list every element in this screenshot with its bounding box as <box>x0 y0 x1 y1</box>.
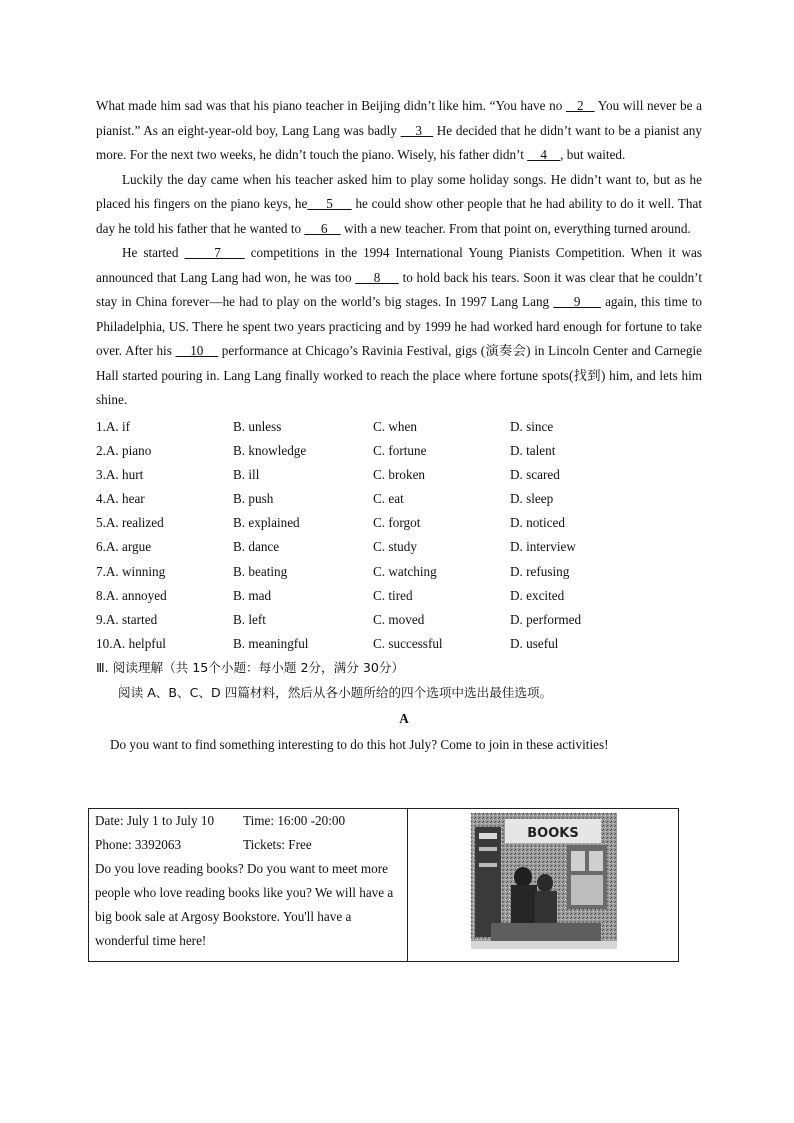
text-run: He started <box>122 245 185 260</box>
option-b: B. explained <box>233 515 300 531</box>
option-b: B. beating <box>233 563 288 579</box>
option-row-1 <box>96 415 702 439</box>
option-d: D. scared <box>510 466 560 482</box>
blank-5: 5 <box>307 196 352 211</box>
option-row-5 <box>96 511 702 535</box>
option-d: D. performed <box>510 612 582 627</box>
option-row-4 <box>96 487 702 511</box>
option-row-7 <box>96 560 702 584</box>
option-a: 7.A. winning <box>96 563 166 579</box>
option-b: B. left <box>233 612 266 627</box>
text-run: What made him sad was that his piano teacher in Beijing didn’t like him. “You have no <box>96 98 566 113</box>
option-b: B. dance <box>233 539 280 555</box>
option-row-6 <box>96 535 702 559</box>
blank-10: 10 <box>175 343 219 358</box>
option-a: 4.A. hear <box>96 491 145 507</box>
option-a: 8.A. annoyed <box>96 587 167 603</box>
option-b: B. ill <box>233 466 260 482</box>
option-a: 6.A. argue <box>96 539 152 555</box>
text-run: You will never be a pianist.” As an eight-year-old boy, Lang Lang was badly <box>96 98 702 138</box>
text-run: He decided that he didn’t want to be a pianist any more. For the next two weeks, he didn’t touch the piano. Wisely, his father didn’t <box>96 122 702 162</box>
activity-time: Time: 16:00 -20:00 <box>243 813 346 828</box>
option-b: B. push <box>233 491 274 507</box>
phone-tickets-line <box>95 833 401 857</box>
option-d: D. useful <box>510 636 559 652</box>
option-a: 2.A. piano <box>96 442 152 458</box>
blank-4: 4 <box>527 147 561 162</box>
activity-phone: Phone: 3392063 <box>95 837 182 852</box>
photo-sign-text: BOOKS <box>527 826 579 841</box>
option-a: 1.A. if <box>96 418 131 434</box>
text-run: , but waited. <box>560 147 626 162</box>
option-c: C. when <box>373 418 417 434</box>
blank-9: 9 <box>553 294 601 309</box>
option-b: B. meaningful <box>233 636 309 652</box>
option-c: C. broken <box>373 466 426 482</box>
option-c: C. successful <box>373 636 443 652</box>
option-d: D. sleep <box>510 491 554 507</box>
blank-7: 7 <box>184 245 245 260</box>
activity-description: Do you love reading books? Do you want to meet more people who love reading books like you? We will have a big book sale at Argosy Bookstore. You'll have a wonderful time here! <box>95 861 394 948</box>
option-row-8 <box>96 584 702 608</box>
passage-label: A <box>399 711 409 727</box>
activity-date: Date: July 1 to July 10 <box>95 813 215 828</box>
option-a: 10.A. helpful <box>96 636 166 652</box>
text-run: with a new teacher. From that point on, everything turned around. <box>340 220 691 236</box>
option-d: D. excited <box>510 587 565 603</box>
passage-intro: Do you want to find something interesting to do this hot July? Come to join in these activities! <box>110 737 609 753</box>
option-a: 9.A. started <box>96 612 158 627</box>
activity-table <box>88 808 679 962</box>
cloze-paragraph-2 <box>96 168 702 242</box>
option-c: C. tired <box>373 587 413 603</box>
option-d: D. since <box>510 418 554 434</box>
option-a: 5.A. realized <box>96 515 164 531</box>
option-c: C. study <box>373 539 417 555</box>
activity-details <box>89 809 408 961</box>
option-d: D. refusing <box>510 563 570 579</box>
option-row-9 <box>96 608 702 632</box>
option-c: C. watching <box>373 563 437 579</box>
option-d: D. noticed <box>510 515 565 531</box>
cloze-paragraph-1 <box>96 94 702 168</box>
option-b: B. knowledge <box>233 442 307 458</box>
option-d: D. interview <box>510 539 576 555</box>
text-run: performance at Chicago’s Ravinia Festival, gigs (演奏会) in Lincoln Center and Carnegie Hall started pouring in. Lang Lang finally worked to reach the place where fortune spots(找到) him, and lets him shine. <box>96 343 702 407</box>
option-c: C. forgot <box>373 515 421 531</box>
option-a: 3.A. hurt <box>96 466 144 482</box>
text-run: he could show other people that he had ability to do it well. That day he told his father that he wanted to <box>96 196 703 236</box>
option-row-3 <box>96 463 702 487</box>
cloze-paragraph-3 <box>96 241 702 413</box>
option-b: B. unless <box>233 418 282 434</box>
option-b: B. mad <box>233 587 272 603</box>
blank-3: 3 <box>400 122 434 138</box>
date-time-line <box>95 809 401 833</box>
exam-page <box>96 94 702 757</box>
option-d: D. talent <box>510 442 556 458</box>
section-instruction: 阅读 A、B、C、D 四篇材料，然后从各小题所给的四个选项中选出最佳选项。 <box>118 685 553 701</box>
text-run: to hold back his tears. Soon it was clear that he couldn’t stay in China forever—he had to play on the world’s big stages. In 1997 Lang Lang <box>96 269 702 309</box>
section-heading: Ⅲ. 阅读理解（共 15个小题：每小题 2分，满分 30分） <box>96 660 405 676</box>
answer-options <box>96 415 702 657</box>
text-run: competitions in the 1994 International Young Pianists Competition. When it was announced that Lang Lang had won, he was too <box>96 245 703 285</box>
text-run: again, this time to Philadelphia, US. There he spent two years practicing and by 1999 he had worked hard enough for fortune to take over. After his <box>96 294 703 358</box>
blank-6: 6 <box>304 220 341 236</box>
option-row-10 <box>96 632 702 656</box>
activity-photo-cell <box>408 809 678 961</box>
blank-8: 8 <box>355 269 399 285</box>
option-c: C. fortune <box>373 442 427 458</box>
option-c: C. eat <box>373 491 404 507</box>
option-row-2 <box>96 439 702 463</box>
blank-2: 2 <box>565 98 595 113</box>
activity-tickets: Tickets: Free <box>243 837 312 852</box>
option-c: C. moved <box>373 612 425 627</box>
bookstore-photo <box>471 813 617 949</box>
text-run: Luckily the day came when his teacher asked him to play some holiday songs. He didn’t want to, but as he placed his fingers on the piano keys, he <box>96 171 702 211</box>
